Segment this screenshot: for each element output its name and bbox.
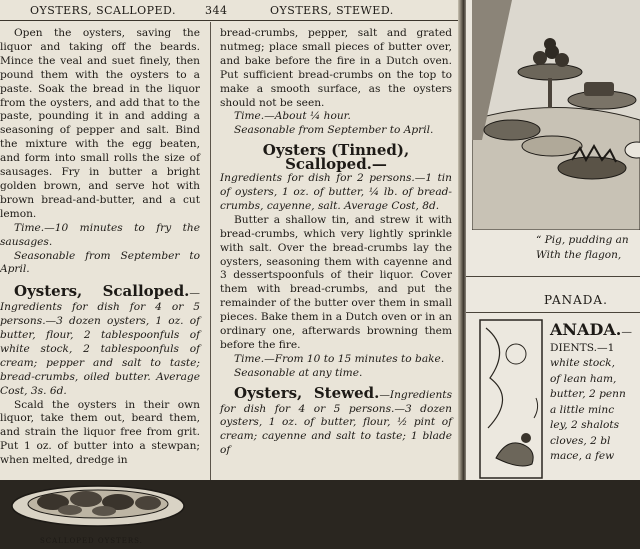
seasonable-note: Seasonable from September to April. xyxy=(234,124,434,137)
ingredients: Ingredients for dish for 2 persons.—1 tin of oysters, 1 oz. of butter, ¼ lb. of bread-crumbs, cayenne, salt. Average Cost, 8d. xyxy=(220,172,452,212)
seasonable-note: Seasonable from September to April. xyxy=(0,249,200,276)
column-divider xyxy=(210,22,211,480)
illustration-caption: SCALLOPED OYSTERS. xyxy=(40,537,143,545)
text-line: a little minc xyxy=(550,403,615,416)
caption-line: With the flagon, xyxy=(536,249,622,261)
time-note: Time.—10 minutes to fry the sausages. xyxy=(0,221,200,248)
scalloped-oysters-illustration xyxy=(8,472,188,530)
method: Butter a shallow tin, and strew it with bread-crumbs, which very lightly sprinkle with salt. Over the bread-crumbs lay the oysters, seasoning them with cayenne and 3 dessertspoonfuls of their liquor. Cover them with bread-crumbs, and put the remainder of the butter over them in small pieces. Bake them in a Dutch oven or in an ordinary one, afterwards browning them before the fire. xyxy=(220,213,452,351)
section-running-head: PANADA. xyxy=(544,293,608,307)
panada-recipe-text xyxy=(550,322,640,465)
text-line: white stock, xyxy=(550,357,615,369)
left-column xyxy=(0,27,200,549)
ornamental-initial-illustration xyxy=(476,318,546,480)
time-note: Time.—From 10 to 15 minutes to bake. xyxy=(234,352,445,365)
running-head-right: OYSTERS, STEWED. xyxy=(270,4,394,17)
banquet-table-illustration xyxy=(472,0,640,230)
text-line: of lean ham, xyxy=(550,372,617,385)
right-page xyxy=(466,0,640,480)
text-line: DIENTS.—1 xyxy=(550,341,615,354)
seasonable-note: Seasonable at any time. xyxy=(234,366,363,379)
right-column xyxy=(220,27,452,458)
recipe-heading: Oysters, Scalloped. xyxy=(14,282,190,301)
text-line: cloves, 2 bl xyxy=(550,434,611,447)
title-dash: — xyxy=(621,326,632,338)
section-rule-bottom xyxy=(466,312,640,313)
plate-caption xyxy=(536,233,640,263)
header-rule xyxy=(0,20,458,21)
text-line: ley, 2 shalots xyxy=(550,419,620,431)
caption-line: “ Pig, pudding an xyxy=(536,234,629,246)
section-rule-top xyxy=(466,276,640,277)
paragraph: Open the oysters, saving the liquor and taking off the beards. Mince the veal and suet finely, then pound them with the oysters to a paste. Soak the bread in the liquor from the oysters, and add that to the paste, pounding it in and adding a seasoning of pepper and salt. Bind the mixture with the egg beaten, and form into small rolls the size of sausages. Fry in butter a bright golden brown, and serve hot with brown bread-and-butter, and a cut lemon. xyxy=(0,27,200,220)
recipe-stewed xyxy=(220,383,452,459)
text-line: butter, 2 penn xyxy=(550,388,626,400)
recipe-heading: Oysters, Stewed. xyxy=(234,383,380,402)
page-number: 344 xyxy=(205,4,228,17)
paragraph: bread-crumbs, pepper, salt and grated nutmeg; place small pieces of butter over, and bake before the fire in a Dutch oven. Put sufficient bread-crumbs on the top to make a smooth surface, as the oysters should not be seen. xyxy=(220,27,452,109)
recipe-title: ANADA. xyxy=(550,320,622,339)
recipe-scalloped xyxy=(0,282,200,398)
method: Scald the oysters in their own liquor, take them out, beard them, and strain the liquor free from grit. Put 1 oz. of butter into a stewpan; when melted, dredge in xyxy=(0,398,200,467)
ingredients: —Ingredients for dish for 4 or 5 persons.—3 dozen oysters, 1 oz. of butter, flour, 2 tablespoonfuls of white stock, 2 tablespoonfuls of cream; pepper and salt to taste; bread-crumbs, oiled butter. Average Cost, 3s. 6d. xyxy=(0,287,200,397)
text-line: mace, a few xyxy=(550,450,615,462)
running-head-left: OYSTERS, SCALLOPED. xyxy=(30,4,176,17)
ingredients: —Ingredients for dish for 4 or 5 persons.—3 dozen oysters, 1 oz. of butter, flour, ½ pint of cream; cayenne and salt to taste; 1 blade of xyxy=(220,388,452,457)
time-note: Time.—About ¼ hour. xyxy=(234,110,351,123)
recipe-heading: Oysters (Tinned), Scalloped.— xyxy=(262,141,410,174)
